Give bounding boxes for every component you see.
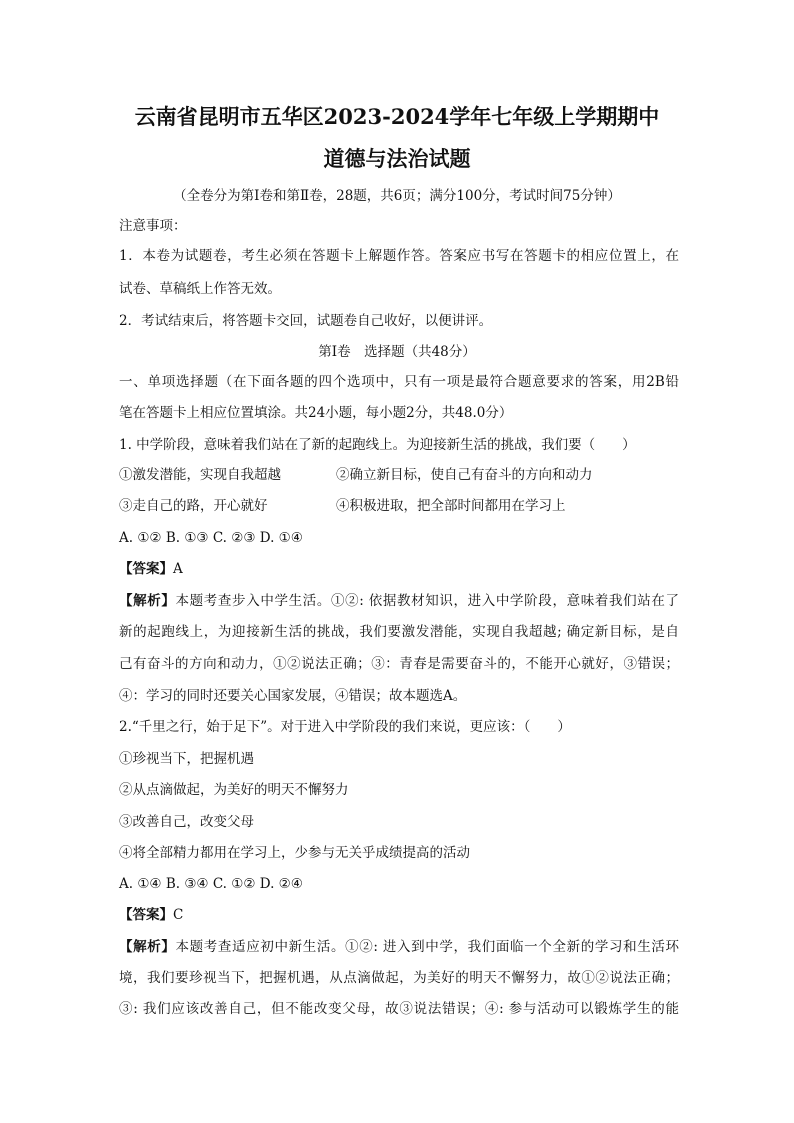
- analysis-text: 本题考查适应初中新生活。①②: 进入到中学，我们面临一个全新的学习和生活环: [175, 939, 679, 955]
- question-2-stem: 2.“千里之行，始于足下”。对于进入中学阶段的我们来说，更应该：（ ）: [119, 719, 571, 735]
- exam-title-line1: 云南省昆明市五华区2023-2024学年七年级上学期期中: [134, 104, 660, 129]
- question-2-analysis-line-3: ③: 我们应该改善自己，但不能改变父母，故③说法错误；④: 参与活动可以锻炼学生的能: [119, 1001, 679, 1017]
- notice-item-1-line-2: 试卷、草稿纸上作答无效。: [119, 281, 281, 297]
- question-1-option-4: ④积极进取，把全部时间都用在学习上: [336, 498, 566, 514]
- answer-label: 【答案】: [119, 907, 173, 923]
- question-2-choices: A. ①④ B. ③④ C. ①② D. ②④: [119, 876, 303, 892]
- exam-title-line2: 道德与法治试题: [323, 146, 471, 171]
- question-2-option-2: ②从点滴做起，为美好的明天不懈努力: [119, 782, 349, 798]
- analysis-label: 【解析】: [119, 593, 176, 609]
- question-1-option-2: ②确立新目标，使自己有奋斗的方向和动力: [336, 467, 593, 483]
- analysis-text: 本题考查步入中学生活。①②: 依据教材知识，进入中学阶段，意味着我们站在了: [175, 593, 679, 609]
- question-1-analysis-line-1: [119, 591, 679, 611]
- answer-value: C: [173, 907, 184, 923]
- question-2-option-3: ③改善自己，改变父母: [119, 814, 254, 830]
- question-1-analysis-line-4: ④：学习的同时还要关心国家发展，④错误；故本题选A。: [119, 688, 467, 704]
- answer-value: A: [173, 561, 183, 577]
- question-2-option-1: ①珍视当下，把握机遇: [119, 751, 254, 767]
- question-1-answer: [119, 559, 679, 579]
- question-1-analysis-line-2: 新的起跑线上，为迎接新生活的挑战，我们要激发潜能，实现自我超越; 确定新目标，是自: [119, 624, 679, 640]
- notice-item-2: 2．考试结束后，将答题卡交回，试题卷自己收好，以便讲评。: [119, 313, 493, 329]
- exam-info: （全卷分为第Ⅰ卷和第Ⅱ卷，28题，共6页；满分100分，考试时间75分钟）: [173, 188, 621, 204]
- question-1-analysis-line-3: 己有奋斗的方向和动力，①②说法正确；③：青春是需要奋斗的，不能开心就好，③错误；: [119, 656, 679, 672]
- question-2-analysis-line-2: 境，我们要珍视当下，把握机遇，从点滴做起，为美好的明天不懈努力，故①②说法正确；: [119, 970, 679, 986]
- question-1-choices: A. ①② B. ①③ C. ②③ D. ①④: [119, 530, 303, 546]
- section-title: 第Ⅰ卷 选择题（共48分）: [318, 344, 476, 360]
- question-2-analysis-line-1: [119, 937, 679, 957]
- section-intro-line-1: 一、单项选择题（在下面各题的四个选项中，只有一项是最符合题意要求的答案，用2B铅: [119, 374, 679, 390]
- section-intro-line-2: 笔在答题卡上相应位置填涂。共24小题，每小题2分，共48.0分）: [119, 405, 513, 421]
- analysis-label: 【解析】: [119, 939, 176, 955]
- question-2-option-4: ④将全部精力都用在学习上，少参与无关乎成绩提高的活动: [119, 845, 470, 861]
- notice-item-1-line-1: 1．本卷为试题卷，考生必须在答题卡上解题作答。答案应书写在答题卡的相应位置上，在: [119, 248, 679, 264]
- question-1-stem: 1. 中学阶段，意味着我们站在了新的起跑线上。为迎接新生活的挑战，我们要（ ）: [119, 437, 636, 453]
- question-2-answer: [119, 905, 679, 925]
- notice-heading: 注意事项：: [119, 218, 187, 234]
- answer-label: 【答案】: [119, 561, 173, 577]
- question-1-option-3: ③走自己的路，开心就好: [119, 498, 268, 514]
- question-1-option-1: ①激发潜能，实现自我超越: [119, 467, 281, 483]
